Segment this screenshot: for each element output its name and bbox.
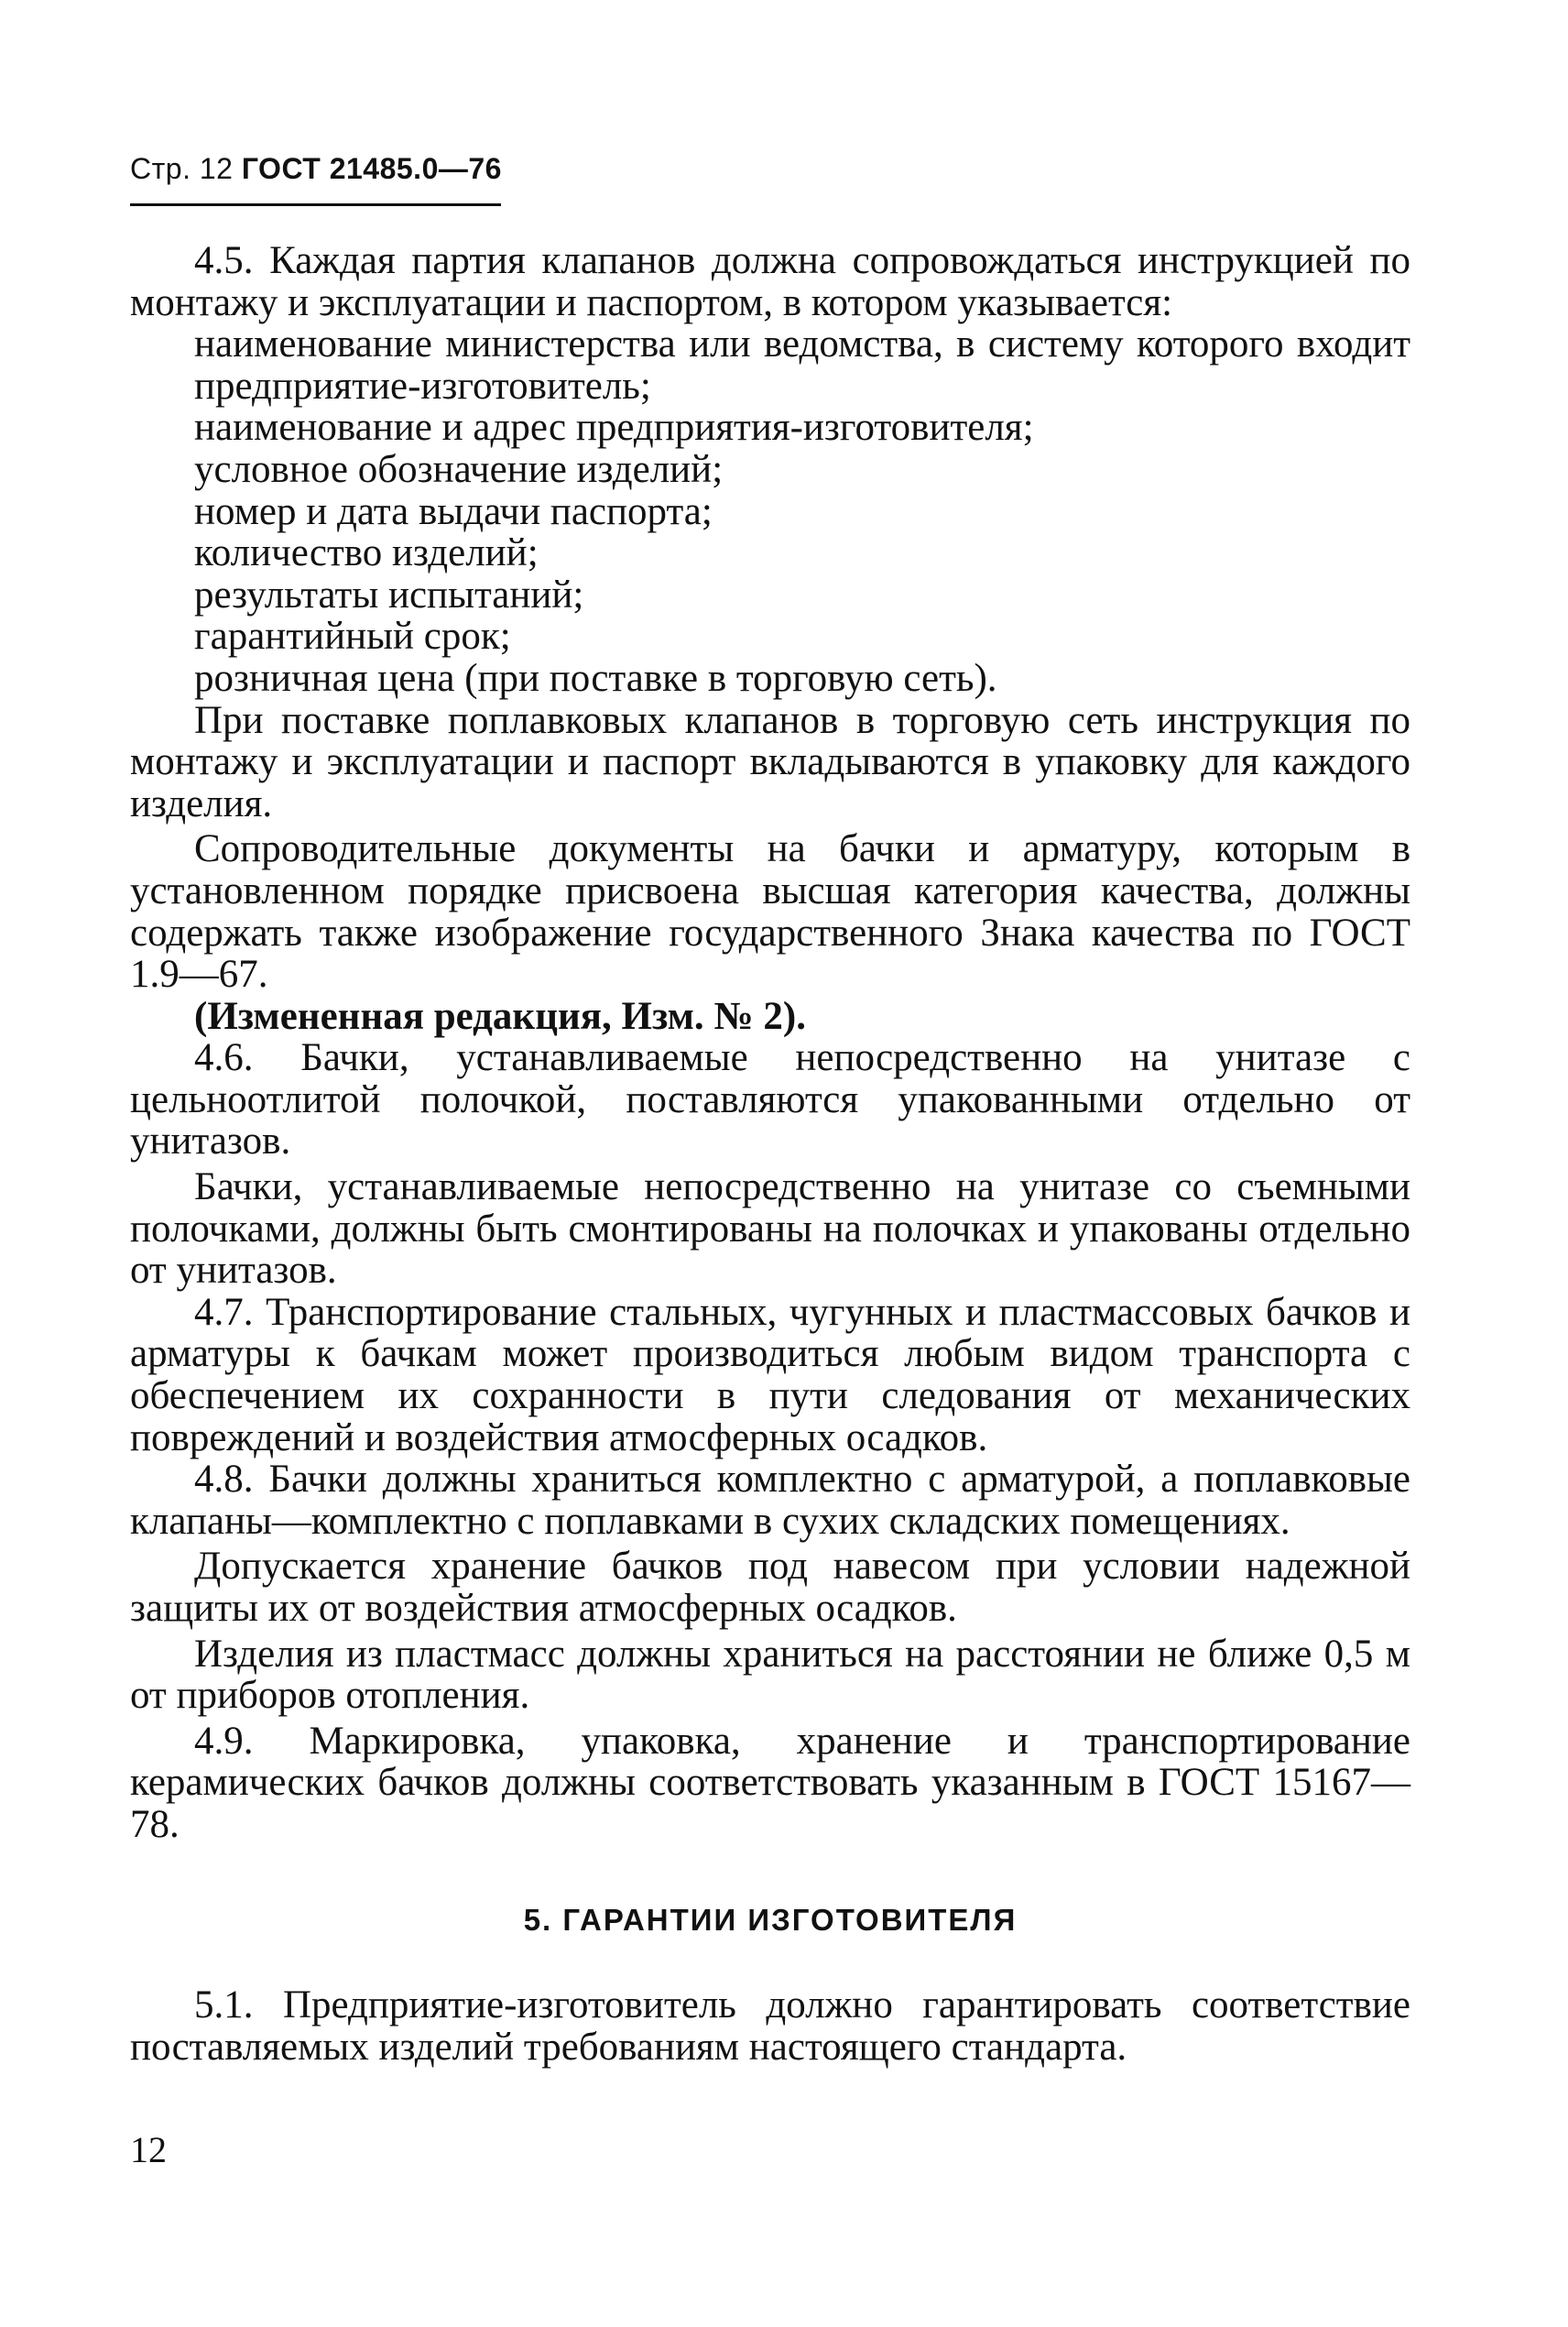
paragraph-4-5: 4.5. Каждая партия клапанов должна сопровождаться инструкцией по монтажу и эксплуатации и паспортом, в котором указывается: <box>130 239 1410 324</box>
paragraph-retail-delivery: При поставке поплавковых клапанов в торговую сеть инструкция по монтажу и эксплуатации и паспорт вкладываются в упаковку для каждого изделия. <box>130 698 1410 825</box>
amendment-note: (Измененная редакция, Изм. № 2). <box>194 994 806 1038</box>
page-number: 12 <box>130 2129 167 2170</box>
paragraph-plastic-storage: Изделия из пластмасс должны храниться на расстоянии не ближе 0,5 м от приборов отопления. <box>130 1632 1410 1718</box>
paragraph-4-6: 4.6. Бачки, устанавливаемые непосредственно на унитазе с цельноотлитой полочкой, поставляются упакованными отдельно от унитазов. <box>130 1036 1410 1164</box>
list-item-manufacturer-address: наименование и адрес предприятия-изготовителя; <box>194 406 1034 450</box>
list-item-passport: номер и дата выдачи паспорта; <box>194 489 713 533</box>
paragraph-removable-shelves: Бачки, устанавливаемые непосредственно на унитазе со съемными полочками, должны быть смонтированы на полочках и упакованы отдельно от унитазов. <box>130 1165 1410 1293</box>
paragraph-4-9: 4.9. Маркировка, упаковка, хранение и транспортирование керамических бачков должны соответствовать указанным в ГОСТ 15167—78. <box>130 1719 1410 1846</box>
header-page-label: Стр. 12 <box>130 152 234 185</box>
section-5-heading: 5. ГАРАНТИИ ИЗГОТОВИТЕЛЯ <box>523 1902 1018 1937</box>
running-header <box>130 152 502 186</box>
paragraph-4-7: 4.7. Транспортирование стальных, чугунных и пластмассовых бачков и арматуры к бачкам может производиться любым видом транспорта с обеспечением их сохранности в пути следования от механических повреждений и воздействия атмосферных осадков. <box>130 1290 1410 1459</box>
list-item-warranty: гарантийный срок; <box>194 615 511 659</box>
paragraph-storage-shed: Допускается хранение бачков под навесом при условии надежной защиты их от воздействия атмосферных осадков. <box>130 1545 1410 1630</box>
body-text <box>130 240 1410 2068</box>
paragraph-quality-mark: Сопроводительные документы на бачки и арматуру, которым в установленном порядке присвоена высшая категория качества, должны содержать также изображение государственного Знака качества по ГОСТ 1.9—67. <box>130 827 1410 997</box>
list-item-test-results: результаты испытаний; <box>194 573 584 617</box>
list-item-retail-price: розничная цена (при поставке в торговую сеть). <box>194 656 997 700</box>
list-item-ministry: наименование министерства или ведомства, в систему которого входит предприятие-изготовитель; <box>194 322 1410 408</box>
header-rule <box>130 203 501 206</box>
header-standard-number: ГОСТ 21485.0—76 <box>241 152 502 185</box>
list-item-designation: условное обозначение изделий; <box>194 447 724 491</box>
list-item-quantity: количество изделий; <box>194 531 539 575</box>
paragraph-5-1: 5.1. Предприятие-изготовитель должно гарантировать соответствие поставляемых изделий требованиям настоящего стандарта. <box>130 1983 1410 2069</box>
paragraph-4-8: 4.8. Бачки должны храниться комплектно с арматурой, а поплавковые клапаны—комплектно с поплавками в сухих складских помещениях. <box>130 1458 1410 1543</box>
